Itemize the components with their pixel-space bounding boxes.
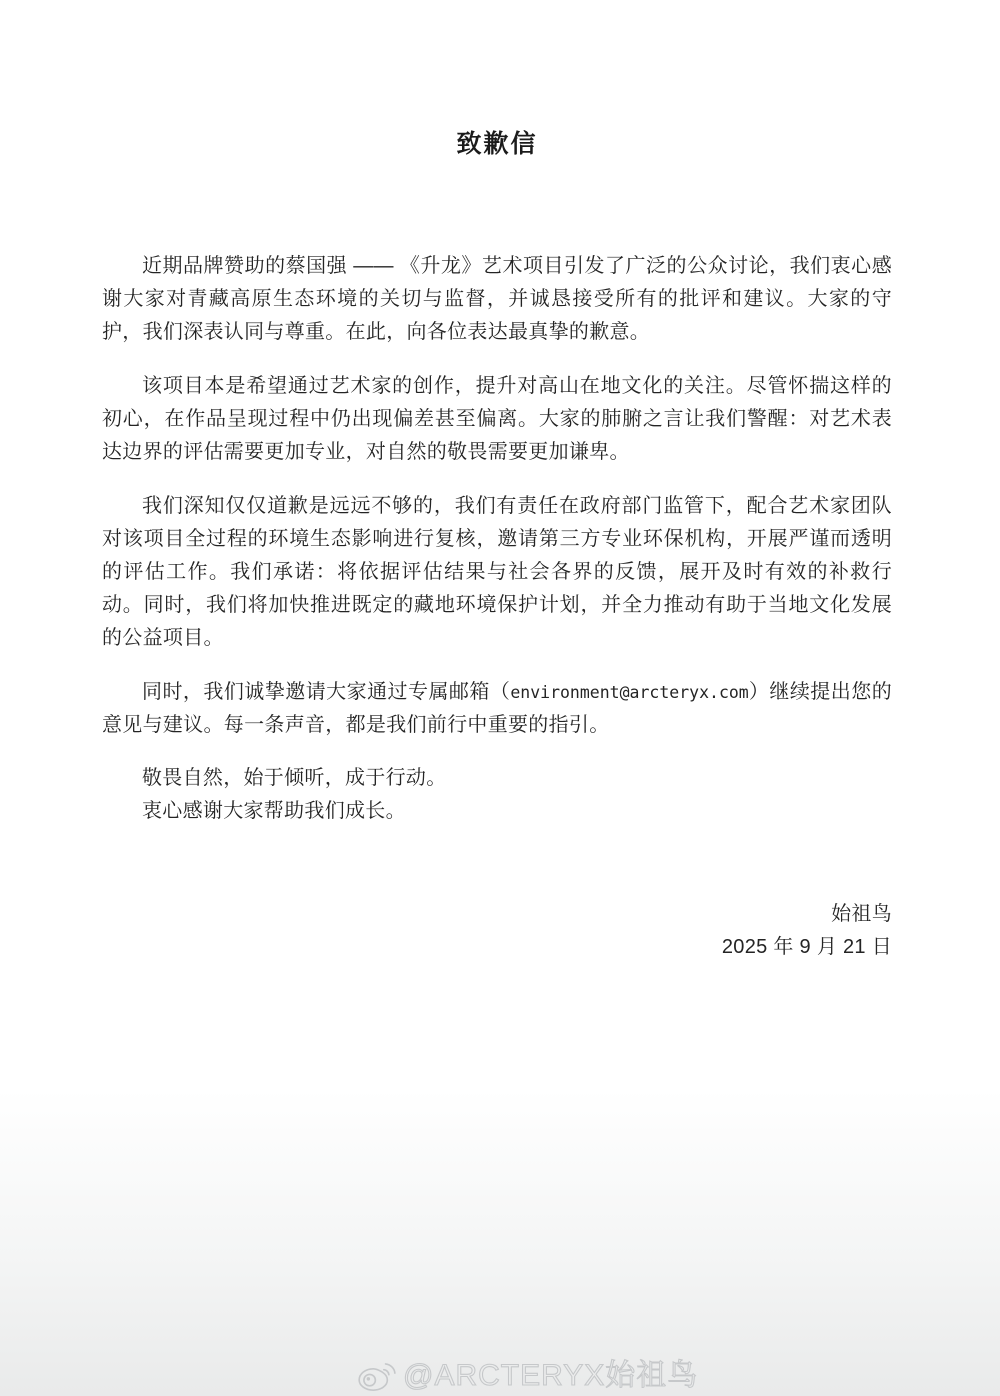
signature-block bbox=[102, 898, 892, 964]
closing-line-2: 衷心感谢大家帮助我们成长。 bbox=[142, 800, 406, 822]
paragraph-contact bbox=[102, 676, 892, 742]
paragraph-reflection: 该项目本是希望通过艺术家的创作，提升对高山在地文化的关注。尽管怀揣这样的初心，在作品呈现过程中仍出现偏差甚至偏离。大家的肺腑之言让我们警醒：对艺术表达边界的评估需要更加专业，对自然的敬畏需要更加谦卑。 bbox=[102, 375, 892, 463]
paragraph-commitment: 我们深知仅仅道歉是远远不够的，我们有责任在政府部门监管下，配合艺术家团队对该项目全过程的环境生态影响进行复核，邀请第三方专业环保机构，开展严谨而透明的评估工作。我们承诺：将依据评估结果与社会各界的反馈，展开及时有效的补救行动。同时，我们将加快推进既定的藏地环境保护计划，并全力推动有助于当地文化发展的公益项目。 bbox=[102, 495, 892, 649]
signature-date: 2025 年 9 月 21 日 bbox=[721, 936, 892, 958]
contact-text-after: ）继续提出您的意见与建议。每一条声音，都是我们前行中重要的指引。 bbox=[102, 681, 892, 736]
signature-name: 始祖鸟 bbox=[831, 903, 892, 925]
letter-body bbox=[102, 0, 892, 964]
paragraph-intro: 近期品牌赞助的蔡国强 —— 《升龙》艺术项目引发了广泛的公众讨论，我们衷心感谢大家对青藏高原生态环境的关切与监督，并诚恳接受所有的批评和建议。大家的守护，我们深表认同与尊重。在此，向各位表达最真挚的歉意。 bbox=[102, 255, 892, 343]
contact-email: environment@arcteryx.com bbox=[510, 683, 749, 702]
weibo-icon bbox=[356, 1360, 396, 1393]
watermark-text: @ARCTERYX始祖鸟 bbox=[403, 1359, 699, 1392]
closing-line-1: 敬畏自然，始于倾听，成于行动。 bbox=[142, 767, 447, 789]
contact-text-before: 同时，我们诚挚邀请大家通过专属邮箱（ bbox=[142, 681, 511, 703]
weibo-watermark bbox=[356, 1356, 698, 1396]
letter-title: 致歉信 bbox=[456, 130, 538, 158]
